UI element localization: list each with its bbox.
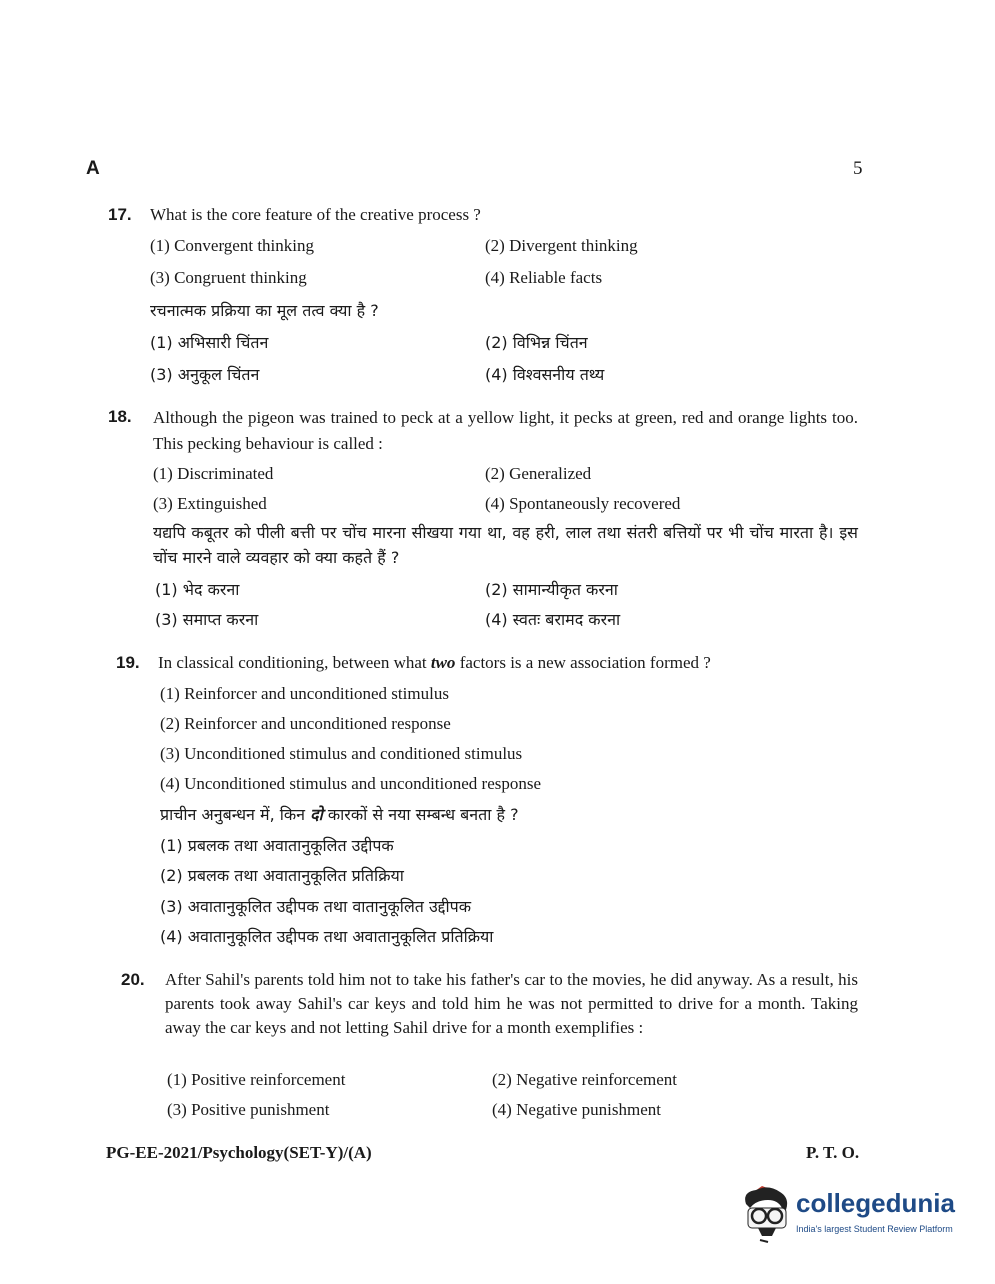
watermark-tagline: India's largest Student Review Platform (796, 1224, 953, 1234)
question-17-text-hindi: रचनात्मक प्रक्रिया का मूल तत्व क्या है ? (150, 301, 379, 320)
question-20-number: 20. (121, 970, 145, 989)
question-18-number: 18. (108, 407, 132, 426)
watermark-brand: collegedunia (796, 1188, 955, 1218)
q19-option-2: (2) Reinforcer and unconditioned response (160, 714, 451, 733)
question-19-text: In classical conditioning, between what two factors is a new association formed ? (158, 653, 711, 672)
q20-option-1: (1) Positive reinforcement (167, 1070, 346, 1089)
question-18-text: Although the pigeon was trained to peck at a yellow light, it pecks at green, red and orange lights too. This pecking behaviour is called : (153, 408, 858, 453)
question-19-number: 19. (116, 653, 140, 672)
collegedunia-watermark (738, 1178, 968, 1248)
q19-option-2-hindi: (2) प्रबलक तथा अवातानुकूलित प्रतिक्रिया (160, 866, 404, 885)
q17-option-4: (4) Reliable facts (485, 268, 603, 287)
q18-option-4: (4) Spontaneously recovered (485, 494, 681, 513)
question-18-text-hindi: यद्यपि कबूतर को पीली बत्ती पर चोंच मारना सीखया गया था, वह हरी, लाल तथा संतरी बत्तियों पर भी चोंच मारता है। इस चोंच मारने वाले व्यवहार को क्या कहते हैं ? (153, 523, 858, 567)
q17-option-1-hindi: (1) अभिसारी चिंतन (150, 333, 269, 352)
set-label: A (86, 158, 100, 179)
q19-option-3: (3) Unconditioned stimulus and conditioned stimulus (160, 744, 523, 763)
question-17-number: 17. (108, 205, 132, 224)
q17-option-4-hindi: (4) विश्वसनीय तथ्य (485, 365, 605, 384)
question-17-text: What is the core feature of the creative process ? (150, 205, 481, 224)
q18-option-1-hindi: (1) भेद करना (155, 580, 240, 599)
q18-option-2: (2) Generalized (485, 464, 592, 483)
graduate-mascot-icon (738, 1178, 794, 1244)
q18-option-3: (3) Extinguished (153, 494, 267, 513)
q17-option-2-hindi: (2) विभिन्न चिंतन (485, 333, 588, 352)
q20-option-3: (3) Positive punishment (167, 1100, 330, 1119)
q18-option-1: (1) Discriminated (153, 464, 274, 483)
q17-option-3: (3) Congruent thinking (150, 268, 307, 287)
q18-option-2-hindi: (2) सामान्यीकृत करना (485, 580, 618, 599)
page-number: 5 (853, 158, 863, 179)
q18-option-4-hindi: (4) स्वतः बरामद करना (485, 610, 621, 629)
question-20-text: After Sahil's parents told him not to take his father's car to the movies, he did anyway. As a result, his parents took away Sahil's car keys and told him he was not permitted to drive for a month. Taking away the car keys and not letting Sahil drive for a month exemplifies : (165, 970, 858, 1037)
please-turn-over: P. T. O. (806, 1143, 860, 1162)
q17-option-1: (1) Convergent thinking (150, 236, 314, 255)
question-19-text-hindi: प्राचीन अनुबन्धन में, किन दो कारकों से नया सम्बन्ध बनता है ? (160, 805, 519, 824)
q17-option-3-hindi: (3) अनुकूल चिंतन (150, 365, 260, 384)
q20-option-2: (2) Negative reinforcement (492, 1070, 678, 1089)
q20-option-4: (4) Negative punishment (492, 1100, 662, 1119)
q17-option-2: (2) Divergent thinking (485, 236, 638, 255)
q19-option-1: (1) Reinforcer and unconditioned stimulus (160, 684, 449, 703)
q19-option-4-hindi: (4) अवातानुकूलित उद्दीपक तथा अवातानुकूलित प्रतिक्रिया (160, 927, 494, 946)
q19-option-3-hindi: (3) अवातानुकूलित उद्दीपक तथा वातानुकूलित उद्दीपक (160, 897, 472, 916)
paper-code: PG-EE-2021/Psychology(SET-Y)/(A) (106, 1143, 372, 1162)
q18-option-3-hindi: (3) समाप्त करना (155, 610, 259, 629)
q19-option-1-hindi: (1) प्रबलक तथा अवातानुकूलित उद्दीपक (160, 836, 394, 855)
q19-option-4: (4) Unconditioned stimulus and unconditioned response (160, 774, 542, 793)
